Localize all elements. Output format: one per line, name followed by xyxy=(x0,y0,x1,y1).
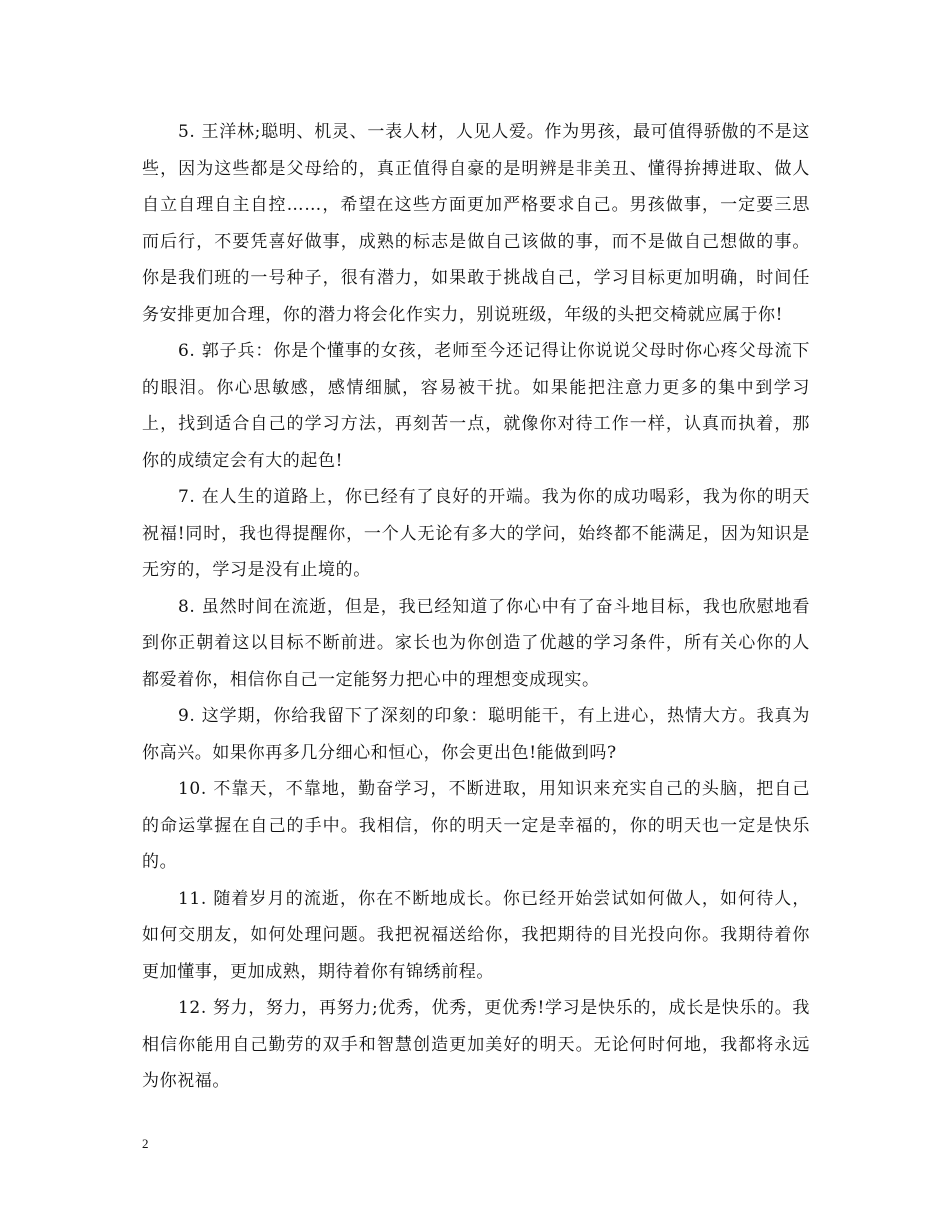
document-body xyxy=(142,114,810,1100)
paragraph-5: 5. 王洋林;聪明、机灵、一表人材，人见人爱。作为男孩，最可值得骄傲的不是这些，因为这些都是父母给的，真正值得自豪的是明辨是非美丑、懂得拚搏进取、做人自立自理自主自控……，希望在这些方面更加严格要求自己。男孩做事，一定要三思而后行，不要凭喜好做事，成熟的标志是做自己该做的事，而不是做自己想做的事。你是我们班的一号种子，很有潜力，如果敢于挑战自己，学习目标更加明确，时间任务安排更加合理，你的潜力将会化作实力，别说班级，年级的头把交椅就应属于你! xyxy=(142,122,810,325)
paragraph-6: 6. 郭子兵：你是个懂事的女孩，老师至今还记得让你说说父母时你心疼父母流下的眼泪。你心思敏感，感情细腻，容易被干扰。如果能把注意力更多的集中到学习上，找到适合自己的学习方法，再刻苦一点，就像你对待工作一样，认真而执着，那你的成绩定会有大的起色! xyxy=(142,341,810,471)
paragraph-8: 8. 虽然时间在流逝，但是，我已经知道了你心中有了奋斗地目标，我也欣慰地看到你正朝着这以目标不断前进。家长也为你创造了优越的学习条件，所有关心你的人都爱着你，相信你自己一定能努力把心中的理想变成现实。 xyxy=(142,596,810,690)
paragraph-7: 7. 在人生的道路上，你已经有了良好的开端。我为你的成功喝彩，我为你的明天祝福!同时，我也得提醒你，一个人无论有多大的学问，始终都不能满足，因为知识是无穷的，学习是没有止境的。 xyxy=(142,487,810,580)
page-number: 2 xyxy=(142,1136,149,1151)
paragraph-10: 10. 不靠天，不靠地，勤奋学习，不断进取，用知识来充实自己的头脑，把自己的命运掌握在自己的手中。我相信，你的明天一定是幸福的，你的明天也一定是快乐的。 xyxy=(142,779,810,872)
paragraph-11: 11. 随着岁月的流逝，你在不断地成长。你已经开始尝试如何做人，如何待人，如何交朋友，如何处理问题。我把祝福送给你，我把期待的目光投向你。我期待着你更加懂事，更加成熟，期待着你有锦绣前程。 xyxy=(142,888,810,982)
paragraph-12: 12. 努力，努力，再努力;优秀，优秀，更优秀!学习是快乐的，成长是快乐的。我相信你能用自己勤劳的双手和智慧创造更加美好的明天。无论何时何地，我都将永远为你祝福。 xyxy=(142,998,810,1091)
paragraph-9: 9. 这学期，你给我留下了深刻的印象：聪明能干，有上进心，热情大方。我真为你高兴。如果你再多几分细心和恒心，你会更出色!能做到吗? xyxy=(142,706,810,763)
